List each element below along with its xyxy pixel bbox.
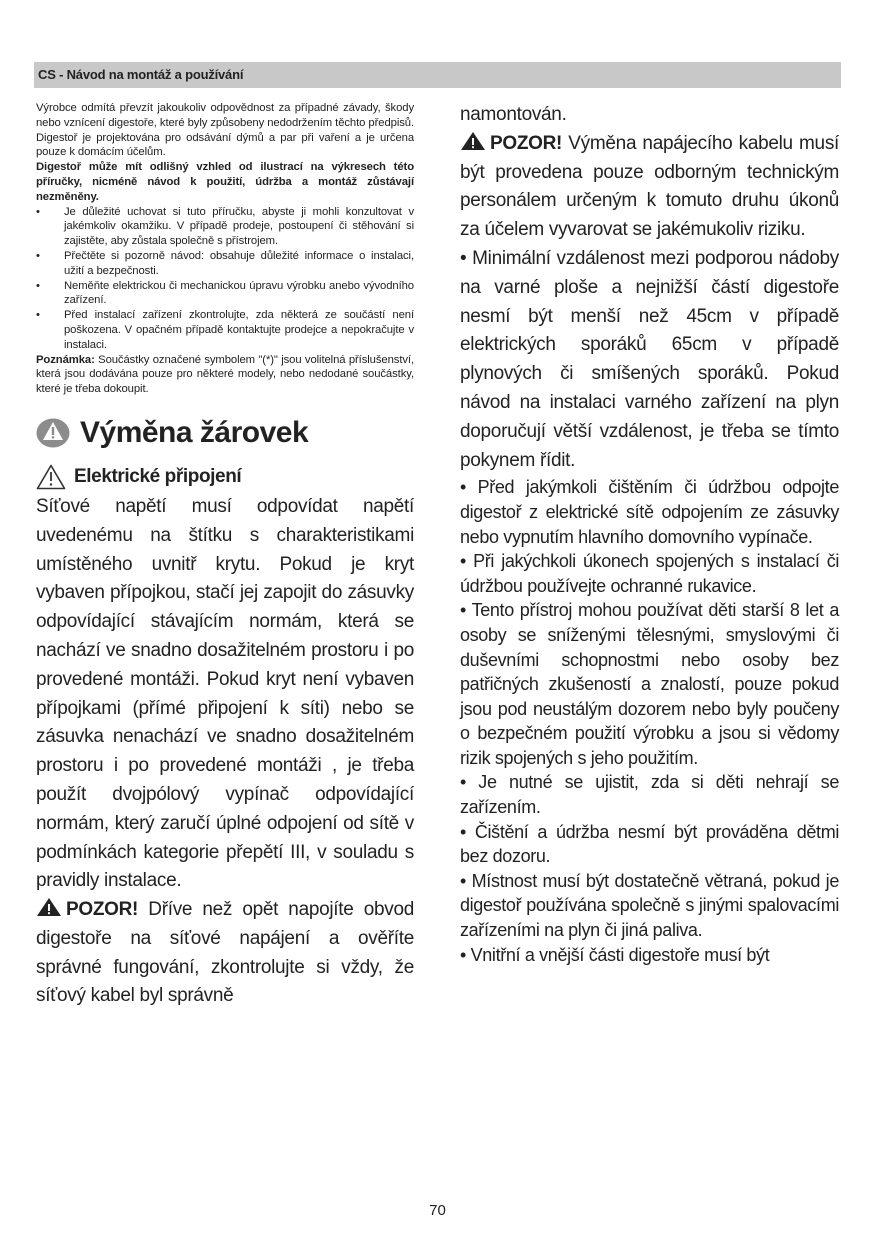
intro-paragraph: Výrobce odmítá převzít jakoukoliv odpovědnost za případné závady, škody nebo vznícení digestoře, které byly způsobeny nedodržením těchto předpisů. Digestoř je projektována pro odsávání dýmů a par při vaření a je určena pouze k domácím účelům. <box>36 102 414 159</box>
section-heading <box>36 413 414 453</box>
intro-bold-paragraph <box>36 160 414 204</box>
outline-warning-icon <box>36 464 66 490</box>
safety-item: • Tento přístroj mohou používat děti starší 8 let a osoby se sníženými tělesnými, smyslovými či duševními schopnostmi nebo osoby bez patřičných zkušeností a znalostí, pouze pokud jsou pod neustálým dozorem nebo byly poučeny o bezpečném použití výrobku a jsou si vědomy rizik spojených s jeho použitím. <box>460 600 839 768</box>
warning-triangle-icon <box>460 131 486 151</box>
distance-paragraph: • Minimální vzdálenost mezi podporou nádoby na varné ploše a nejnižší částí digestoře nesmí být menší než 45cm v případě elektrických sporáků 65cm v případě plynových či smíšených sporáků. Pokud návod na instalaci varného zařízení na plyn doporučují větší vzdálenost, je třeba se tímto pokynem řídit. <box>460 247 839 471</box>
warning-paragraph <box>460 130 839 245</box>
safety-item: • Vnitřní a vnější části digestoře musí být <box>460 944 770 965</box>
subsection-title: Elektrické připojení <box>74 465 242 487</box>
instruction-list <box>36 205 414 353</box>
safety-item: • Místnost musí být dostatečně větraná, pokud je digestoř používána společně s jinými spalovacími zařízeními na plyn či jiná paliva. <box>460 870 839 941</box>
list-item <box>36 279 414 309</box>
warning-text: Výměna napájecího kabelu musí být provedena pouze odborným technickým personálem určeným k tomuto druhu úkonů za účelem vyvarovat se jakémukoliv riziku. <box>460 132 839 241</box>
bullet-symbol: • <box>36 309 40 322</box>
page-number: 70 <box>429 1202 446 1219</box>
warning-label: POZOR! <box>490 132 563 154</box>
page-header-title: CS - Návod na montáž a používání <box>38 67 244 82</box>
safety-item: • Při jakýchkoli úkonech spojených s instalací či údržbou používejte ochranné rukavice. <box>460 551 839 596</box>
bullet-symbol: • <box>36 205 40 218</box>
note-text: Součástky označené symbolem "(*)" jsou volitelná příslušenství, která jsou dodávána pouze pro některé modely, nebo nedodané součástky, které je třeba dokoupit. <box>36 353 414 396</box>
warning-label: POZOR! <box>66 899 139 921</box>
list-item-text: Neměňte elektrickou či mechanickou úpravu výrobku anebo vývodního zařízení. <box>64 279 414 307</box>
section-title: Výměna žárovek <box>80 415 309 449</box>
warning-triangle-icon <box>36 897 62 917</box>
note-label: Poznámka: <box>36 353 95 366</box>
list-item <box>36 205 414 249</box>
header-bar <box>34 62 841 88</box>
note-paragraph <box>36 353 414 397</box>
bullet-symbol: • <box>36 279 40 292</box>
warning-paragraph <box>36 896 414 1011</box>
list-item <box>36 249 414 279</box>
left-column <box>36 101 414 1011</box>
bullet-symbol: • <box>36 249 40 262</box>
warning-text: Dříve než opět napojíte obvod digestoře na síťové napájení a ověříte správné fungování, zkontrolujte si vždy, že síťový kabel byl správně <box>36 899 414 1007</box>
list-item <box>36 308 414 352</box>
safety-item: • Je nutné se ujistit, zda si děti nehrají se zařízením. <box>460 772 839 818</box>
lamp-warning-icon <box>36 417 70 449</box>
right-column <box>460 101 839 967</box>
list-item-text: Přečtěte si pozorně návod: obsahuje důležité informace o instalaci, užití a bezpečnosti. <box>64 249 414 277</box>
safety-item: • Před jakýmkoli čištěním či údržbou odpojte digestoř z elektrické sítě odpojením ze zásuvky nebo vypnutím hlavního domovního vypínače. <box>460 477 839 547</box>
subsection-heading <box>36 461 414 493</box>
list-item-text: Je důležité uchovat si tuto příručku, abyste ji mohli konzultovat v jakémkoliv okamžiku. V případě prodeje, postoupení či stěhování si zajistěte, aby zůstala společně s přístrojem. <box>64 205 414 248</box>
electrical-connection-paragraph: Síťové napětí musí odpovídat napětí uvedenému na štítku s charakteristikami umístěného uvnitř krytu. Pokud je kryt vybaven přípojkou, stačí jej zapojit do zásuvky odpovídající stávajícím normám, která se nachází ve snadno dosažitelném prostoru i po provedené montáži. Pokud kryt není vybaven přípojkami (přímé připojení k síti) nebo se zásuvka nenachází ve snadno dosažitelném prostoru i po provedené montáži , je třeba použít dvojpólový vypínač odpovídající normám, který zaručí úplné odpojení od sítě v podmínkách kategorie přepětí III, v souladu s pravidly instalace. <box>36 495 414 892</box>
safety-item: • Čištění a údržba nesmí být prováděna dětmi bez dozoru. <box>460 821 839 867</box>
continued-text: namontován. <box>460 104 567 125</box>
list-item-text: Před instalací zařízení zkontrolujte, zda některá ze součástí není poškozena. V opačném případě kontaktujte prodejce a nepokračujte v instalaci. <box>64 309 414 351</box>
intro-bold-text: Digestoř může mít odlišný vzhled od ilustrací na výkresech této příručky, nicméně návod k použití, údržba a montáž zůstávají nezměněny. <box>36 161 414 203</box>
